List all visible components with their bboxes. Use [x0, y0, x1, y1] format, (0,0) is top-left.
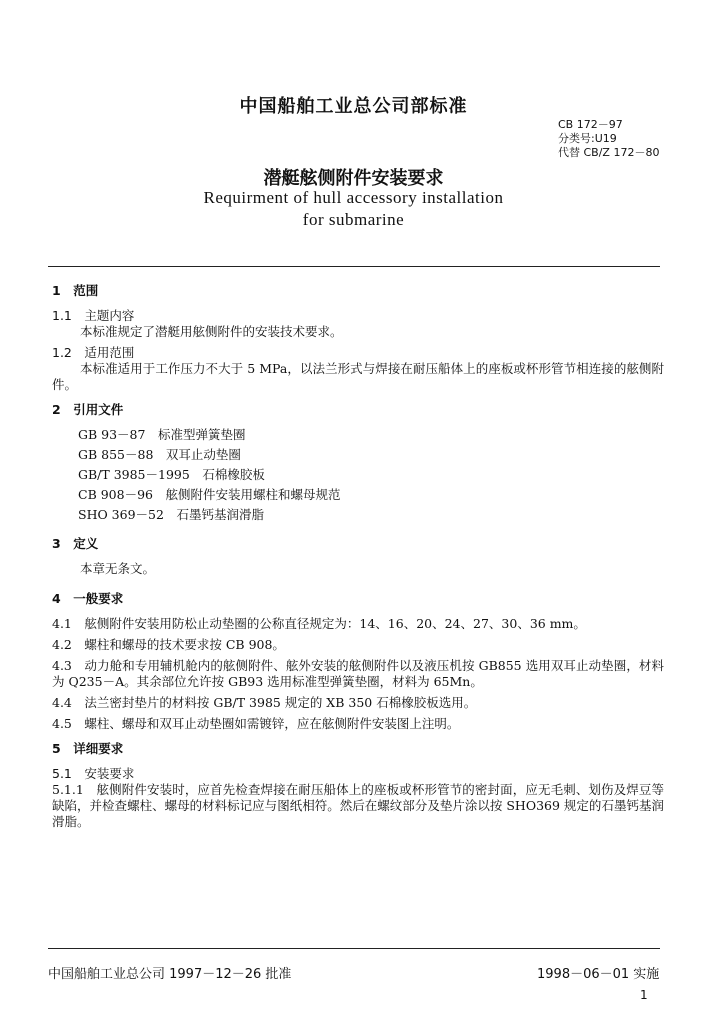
clause-1-1-heading: 1.1 主题内容 — [52, 308, 135, 323]
reference-item: GB 855－88 双耳止动垫圈 — [78, 447, 241, 462]
reference-item: GB/T 3985－1995 石棉橡胶板 — [78, 467, 265, 482]
clause-4-3: 4.3 动力舱和专用辅机舱内的舷侧附件、舷外安装的舷侧附件以及液压机按 GB855 选用双耳止动垫圈，材料为 Q235－A。其余部位允许按 GB93 选用标准型弹簧垫圈，材料为 65Mn。 — [52, 658, 664, 689]
footer-divider — [48, 948, 660, 949]
document-title-english-line1: Requirment of hull accessory installation — [203, 188, 504, 207]
effective-date: 1998－06－01 实施 — [537, 967, 660, 982]
reference-item: CB 908－96 舷侧附件安装用螺柱和螺母规范 — [78, 487, 341, 502]
clause-4-4: 4.4 法兰密封垫片的材料按 GB/T 3985 规定的 XB 350 石棉橡胶板选用。 — [52, 695, 477, 710]
clause-4-5: 4.5 螺柱、螺母和双耳止动垫圈如需镀锌，应在舷侧附件安装图上注明。 — [52, 716, 460, 731]
clause-4-2: 4.2 螺柱和螺母的技术要求按 CB 908。 — [52, 637, 285, 652]
reference-item: SHO 369－52 石墨钙基润滑脂 — [78, 507, 264, 522]
document-title-english-line2: for submarine — [302, 210, 405, 229]
document-title-chinese: 潜艇舷侧附件安装要求 — [263, 168, 444, 189]
standard-number: CB 172－97 — [558, 118, 623, 131]
clause-1-2-heading: 1.2 适用范围 — [52, 345, 135, 360]
clause-4-1: 4.1 舷侧附件安装用防松止动垫圈的公称直径规定为：14、16、20、24、27、30、36 mm。 — [52, 616, 586, 631]
section-3-text: 本章无条文。 — [80, 561, 156, 576]
reference-item: GB 93－87 标准型弹簧垫圈 — [78, 427, 246, 442]
section-2-heading: 2 引用文件 — [52, 402, 124, 417]
clause-5-1-1: 5.1.1 舷侧附件安装时，应首先检查焊接在耐压船体上的座板或杯形管节的密封面，应无毛刺、划伤及焊豆等缺陷，并检查螺柱、螺母的材料标记应与图纸相符。然后在螺纹部分及垫片涂以按 SHO369 规定的石墨钙基润滑脂。 — [52, 782, 664, 829]
clause-1-2-text: 本标准适用于工作压力不大于 5 MPa，以法兰形式与焊接在耐压船体上的座板或杯形管节相连接的舷侧附件。 — [52, 361, 664, 392]
reference-list — [52, 427, 664, 523]
approval-statement: 中国船舶工业总公司 1997－12－26 批准 — [48, 967, 292, 982]
section-3-heading: 3 定义 — [52, 536, 99, 551]
clause-1-1-text: 本标准规定了潜艇用舷侧附件的安装技术要求。 — [80, 324, 343, 339]
classification-number: 分类号:U19 — [558, 132, 617, 145]
clause-5-1-heading: 5.1 安装要求 — [52, 766, 135, 781]
replaces-standard: 代替 CB/Z 172－80 — [558, 146, 660, 159]
section-1-heading: 1 范围 — [52, 283, 99, 298]
page-number: 1 — [640, 988, 648, 1002]
issuing-authority: 中国船舶工业总公司部标准 — [239, 96, 468, 117]
section-5-heading: 5 详细要求 — [52, 741, 124, 756]
document-body — [52, 283, 664, 830]
header-divider — [48, 266, 660, 267]
standard-codes — [558, 118, 659, 160]
section-4-heading: 4 一般要求 — [52, 591, 124, 606]
